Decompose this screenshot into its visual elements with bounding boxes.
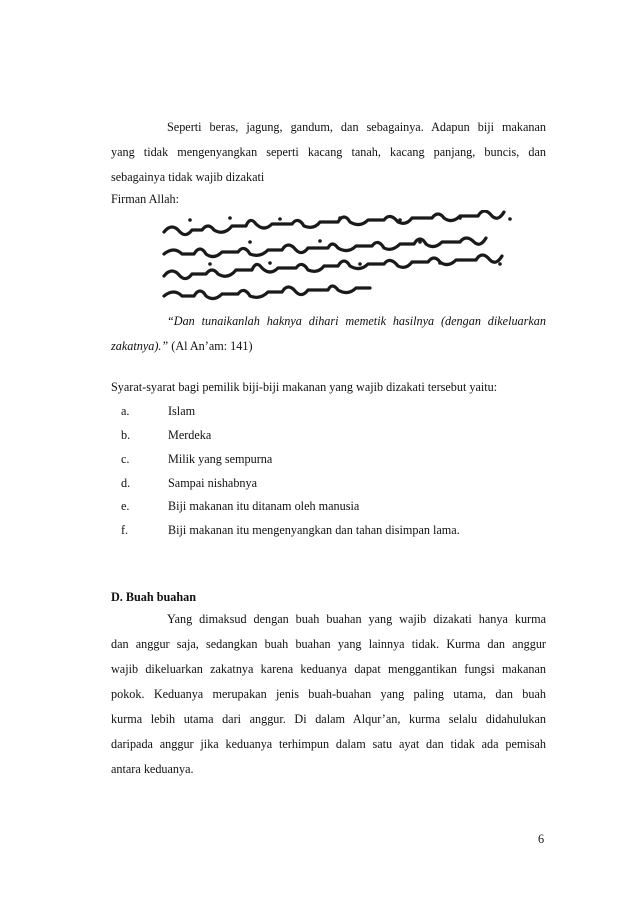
list-item [121, 523, 460, 538]
list-marker: a. [121, 404, 130, 418]
intro-line-2: yang tidak mengenyangkan seperti kacang tanah, kacang panjang, buncis, dan [111, 145, 546, 159]
list-marker: b. [121, 428, 131, 442]
list-marker: c. [121, 452, 130, 466]
section-line-4: pokok. Keduanya merupakan jenis buah-buahan yang paling utama, dan buah [111, 687, 546, 701]
list-item [121, 428, 211, 443]
section-line-6: daripada anggur jika keduanya terhimpun dalam satu ayat dan tidak ada pemisah [111, 737, 546, 751]
list-text: Milik yang sempurna [168, 452, 273, 466]
list-item [121, 452, 272, 467]
list-text: Biji makanan itu mengenyangkan dan tahan disimpan lama. [168, 523, 460, 537]
section-line-5: kurma lebih utama dari anggur. Di dalam Alqur’an, kurma selalu didahulukan [111, 712, 546, 726]
arabic-verse-image [160, 210, 546, 302]
page-number: 6 [538, 832, 545, 846]
verse-translation-line-2 [111, 339, 546, 354]
verse-translation-line-1: “Dan tunaikanlah haknya dihari memetik hasilnya (dengan dikeluarkan [167, 314, 546, 328]
list-text: Biji makanan itu ditanam oleh manusia [168, 499, 360, 513]
section-heading: D. Buah buahan [111, 590, 197, 604]
section-line-2: dan anggur saja, sedangkan buah buahan yang lainnya tidak. Kurma dan anggur [111, 637, 546, 651]
list-marker: d. [121, 476, 131, 490]
list-item [121, 476, 257, 491]
list-text: Sampai nishabnya [168, 476, 258, 490]
section-line-3: wajib dikeluarkan zakatnya karena keduanya dapat menggantikan fungsi makanan [111, 662, 546, 676]
intro-line-1: Seperti beras, jagung, gandum, dan sebagainya. Adapun biji makanan [167, 120, 546, 134]
requirements-heading: Syarat-syarat bagi pemilik biji-biji makanan yang wajib dizakati tersebut yaitu: [111, 380, 498, 394]
verse-translation-end: zakatnya).” [111, 339, 169, 353]
intro-line-3: sebagainya tidak wajib dizakati [111, 170, 265, 184]
list-text: Islam [168, 404, 196, 418]
list-marker: f. [121, 523, 129, 537]
list-marker: e. [121, 499, 130, 513]
section-line-7: antara keduanya. [111, 762, 194, 776]
list-item [121, 499, 359, 514]
firman-label: Firman Allah: [111, 192, 180, 206]
section-line-1: Yang dimaksud dengan buah buahan yang wajib dizakati hanya kurma [167, 612, 546, 626]
list-text: Merdeka [168, 428, 212, 442]
list-item [121, 404, 195, 419]
verse-reference: (Al An’am: 141) [168, 339, 253, 353]
